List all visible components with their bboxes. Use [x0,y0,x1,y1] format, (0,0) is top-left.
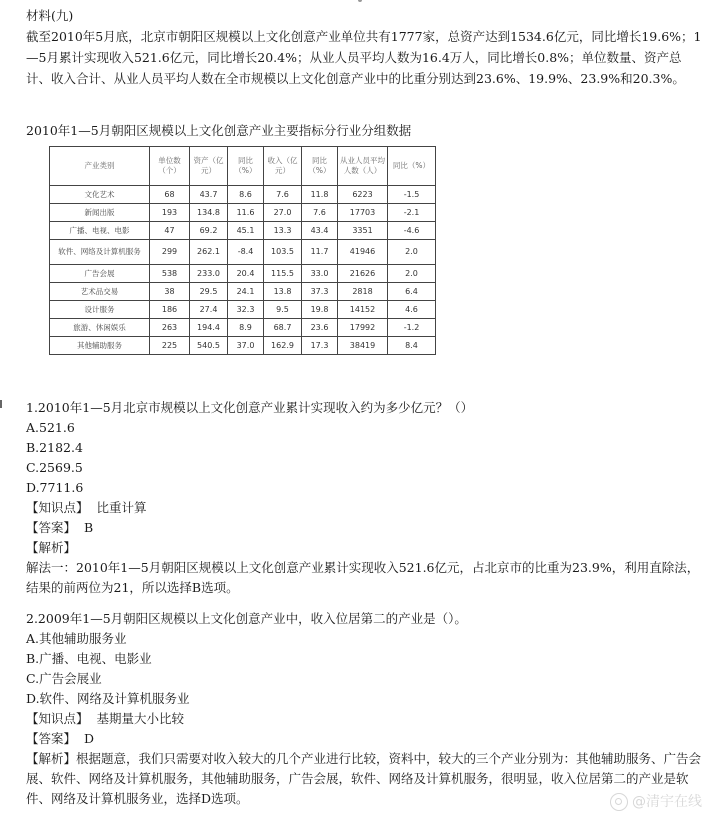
q1-option-d: D.7711.6 [26,480,84,495]
table-value-cell: 23.6 [302,319,338,337]
table-value-cell: 33.0 [302,265,338,283]
q1-knowledge-line [26,498,708,518]
table-value-cell: 19.8 [302,301,338,319]
table-header-row [50,147,436,186]
table-row [50,222,436,240]
table-value-cell: 69.2 [190,222,228,240]
table-header-cell: 收入（亿元） [264,147,302,186]
table-value-cell: 162.9 [264,337,302,355]
q2-option-b: B.广播、电视、电影业 [26,651,152,666]
table-value-cell: 299 [150,240,190,265]
table-value-cell: 38419 [338,337,388,355]
q1-answer: B [83,520,94,535]
table-category-cell: 软件、网络及计算机服务 [50,240,150,265]
table-value-cell: 262.1 [190,240,228,265]
table-value-cell: 6223 [338,186,388,204]
table-row [50,337,436,355]
q2-option-a: A.其他辅助服务业 [26,631,127,646]
table-header-cell: 同比（%） [388,147,436,186]
table-value-cell: 115.5 [264,265,302,283]
q1-knowledge: 比重计算 [96,500,147,515]
table-header-cell: 同比（%） [228,147,264,186]
table-header-cell: 资产（亿元） [190,147,228,186]
table-value-cell: 43.7 [190,186,228,204]
table-header-cell: 同比（%） [302,147,338,186]
table-value-cell: -1.2 [388,319,436,337]
table-caption: 2010年1—5月朝阳区规模以上文化创意产业主要指标分行业分组数据 [26,123,412,138]
table-value-cell: 186 [150,301,190,319]
table-row [50,301,436,319]
data-table [49,146,436,355]
logo-icon [610,793,628,811]
q1-analysis: 解法一：2010年1—5月朝阳区规模以上文化创意产业累计实现收入521.6亿元，占北京市的比重为23.9%，利用直除法，结果的前两位为21，所以选择B选项。 [26,560,700,595]
q2-question: 2.2009年1—5月朝阳区规模以上文化创意产业中，收入位居第二的产业是（）。 [26,611,467,626]
q2-analysis-block [26,749,704,809]
q2-knowledge-label: 【知识点】 [26,711,89,726]
table-value-cell: 2.0 [388,240,436,265]
table-category-cell: 设计服务 [50,301,150,319]
q1-question: 1.2010年1—5月北京市规模以上文化创意产业累计实现收入约为多少亿元？（） [26,400,474,415]
table-value-cell: 194.4 [190,319,228,337]
table-value-cell: 17703 [338,204,388,222]
table-category-cell: 艺术品交易 [50,283,150,301]
table-value-cell: 8.6 [228,186,264,204]
table-value-cell: 17992 [338,319,388,337]
table-value-cell: 45.1 [228,222,264,240]
table-value-cell: 13.8 [264,283,302,301]
table-value-cell: 2.0 [388,265,436,283]
table-value-cell: 47 [150,222,190,240]
q2-answer-label: 【答案】 [26,731,77,746]
table-value-cell: 17.3 [302,337,338,355]
table-value-cell: 538 [150,265,190,283]
table-value-cell: 21626 [338,265,388,283]
table-row [50,265,436,283]
q1-option-b: B.2182.4 [26,440,83,455]
table-value-cell: 7.6 [264,186,302,204]
page-mark [358,0,362,2]
table-category-cell: 广告会展 [50,265,150,283]
table-category-cell: 其他辅助服务 [50,337,150,355]
q1-knowledge-label: 【知识点】 [26,500,89,515]
q2-analysis-label: 【解析】 [26,751,77,766]
table-row [50,186,436,204]
table-value-cell: 3351 [338,222,388,240]
table-value-cell: 11.6 [228,204,264,222]
table-category-cell: 文化艺术 [50,186,150,204]
material-title: 材料(九) [26,8,74,23]
table-value-cell: 233.0 [190,265,228,283]
table-value-cell: 6.4 [388,283,436,301]
table-value-cell: 37.3 [302,283,338,301]
q1-answer-line [26,518,708,538]
table-body [50,186,436,355]
table-value-cell: 9.5 [264,301,302,319]
table-header-cell: 单位数（个） [150,147,190,186]
material-paragraph: 截至2010年5月底，北京市朝阳区规模以上文化创意产业单位共有1777家，总资产达到1534.6亿元，同比增长19.6%；1—5月累计实现收入521.6亿元，同比增长20.4%；从业人员平均人数为16.4万人，同比增长0.8%；单位数量、资产总计、收入合计、从业人员平均人数在全市规模以上文化创意产业中的比重分别达到23.6%、19.9%、23.9%和20.3%。 [26,29,702,86]
watermark [610,792,702,812]
table-value-cell: 225 [150,337,190,355]
watermark-text: @清宇在线 [632,794,702,810]
table-category-cell: 广播、电视、电影 [50,222,150,240]
q2-knowledge-line [26,709,708,729]
q1-answer-label: 【答案】 [26,520,77,535]
table-row [50,283,436,301]
table-category-cell: 新闻出版 [50,204,150,222]
table-category-cell: 旅游、休闲娱乐 [50,319,150,337]
table-value-cell: 20.4 [228,265,264,283]
table-value-cell: 43.4 [302,222,338,240]
table-value-cell: 4.6 [388,301,436,319]
table-value-cell: 68.7 [264,319,302,337]
table-value-cell: 13.3 [264,222,302,240]
table-value-cell: 68 [150,186,190,204]
table-value-cell: 29.5 [190,283,228,301]
q2-answer-line [26,729,708,749]
table-value-cell: 11.8 [302,186,338,204]
q1-analysis-label: 【解析】 [26,540,77,555]
table-row [50,204,436,222]
table-value-cell: 11.7 [302,240,338,265]
q1-option-a: A.521.6 [26,420,75,435]
table-value-cell: 41946 [338,240,388,265]
table-value-cell: 27.0 [264,204,302,222]
table-value-cell: 540.5 [190,337,228,355]
table-value-cell: 193 [150,204,190,222]
table-value-cell: -2.1 [388,204,436,222]
table-value-cell: 103.5 [264,240,302,265]
table-row [50,319,436,337]
table-value-cell: -8.4 [228,240,264,265]
table-header-cell: 产业类别 [50,147,150,186]
q2-option-c: C.广告会展业 [26,671,102,686]
table-value-cell: 38 [150,283,190,301]
table-value-cell: 32.3 [228,301,264,319]
table-value-cell: 24.1 [228,283,264,301]
q2-analysis: 根据题意，我们只需要对收入较大的几个产业进行比较，资料中，较大的三个产业分别为：其他辅助服务、广告会展、软件、网络及计算机服务，其他辅助服务，广告会展，软件、网络及计算机服务，很明显，收入位居第二的产业是软件、网络及计算机服务业，选择D选项。 [26,751,702,806]
table-value-cell: -4.6 [388,222,436,240]
table-header-cell: 从业人员平均人数（人） [338,147,388,186]
table-value-cell: 7.6 [302,204,338,222]
table-value-cell: 2818 [338,283,388,301]
q2-answer: D [83,731,94,746]
table-value-cell: 8.4 [388,337,436,355]
table-value-cell: 14152 [338,301,388,319]
table-value-cell: 8.9 [228,319,264,337]
table-value-cell: 263 [150,319,190,337]
table-value-cell: 37.0 [228,337,264,355]
table-row [50,240,436,265]
margin-mark [0,400,2,408]
q2-knowledge: 基期量大小比较 [96,711,184,726]
table-value-cell: 27.4 [190,301,228,319]
q1-option-c: C.2569.5 [26,460,83,475]
q2-option-d: D.软件、网络及计算机服务业 [26,691,190,706]
table-value-cell: -1.5 [388,186,436,204]
table-value-cell: 134.8 [190,204,228,222]
